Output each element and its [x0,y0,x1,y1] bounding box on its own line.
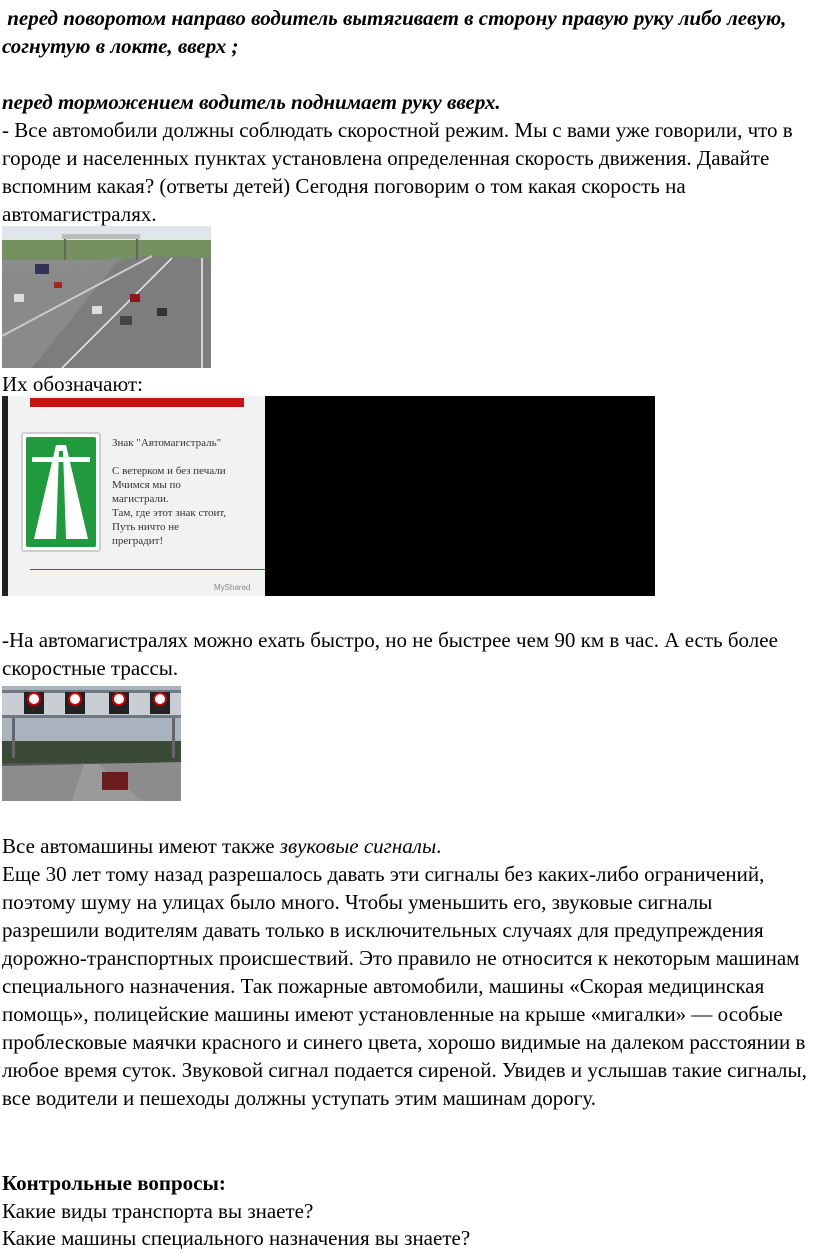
slide-edge [2,396,8,596]
text-span: Все автомашины имеют также [2,834,280,858]
paragraph-braking: перед торможением водитель поднимает руку вверх. [2,90,501,114]
emphasis-sound-signals: звуковые сигналы [279,834,437,858]
highway-illustration [2,686,181,801]
paragraph-text: перед поворотом направо водитель вытягивает в сторону правую руку либо левую, согнутую в локте, вверх ; [2,6,787,58]
black-video-frame [265,396,655,596]
motorway-sign-icon [21,432,101,552]
speed-gantry-photo [2,686,181,801]
question-1: Какие виды транспорта вы знаете? [2,1199,314,1223]
paragraph-motorway-speed: -На автомагистралях можно ехать быстро, но не быстрее чем 90 км в час. А есть более скоростные трассы. [2,628,778,680]
myshared-logo: MyShared [214,583,251,592]
slide-red-bar [30,398,244,407]
paragraph-designation: Их обозначают: [2,372,143,396]
poem-line: С ветерком и без печали [112,465,226,477]
text-span: . [436,834,442,858]
slide-divider [30,569,266,570]
paragraph-turn-right [2,4,808,60]
poem-line: преградит! [112,535,164,547]
poem-line: магистрали. [112,493,169,505]
heading-control-questions: Контрольные вопросы: [2,1171,226,1195]
poem-line: Там, где этот знак стоит, [112,507,227,519]
paragraph-special-vehicles: Еще 30 лет тому назад разрешалось давать эти сигналы без каких-либо ограничений, поэтому шуму на улицах было много. Чтобы уменьшить его, звуковые сигналы разрешили водителям давать только в исключительных случаях для предупреждения дорожно-транспортных происшествий. Это правило не относится к некоторым машинам специального назначения. Так пожарные автомобили, машины «Скорая медицинская помощь», полицейские машины имеют установленные на крыше «мигалки» — особые проблесковые маячки красного и синего цвета, хорошо видимые на далеком расстоянии в любое время суток. Звуковой сигнал подается сиреной. Увидев и услышав такие сигналы, все водители и пешеходы должны уступать этим машинам дорогу. [2,862,807,1110]
highway-photo [2,226,211,368]
highway-illustration [2,226,211,368]
question-2: Какие машины специального назначения вы знаете? [2,1226,471,1250]
highway-sign-slide [2,396,266,596]
paragraph-sound-signals [2,832,808,860]
paragraph-speed: - Все автомобили должны соблюдать скоростной режим. Мы с вами уже говорили, что в городе и населенных пунктах установлена определенная скорость движения. Давайте вспомним какая? (ответы детей) Сегодня поговорим о том какая скорость на автомагистралях. [2,118,793,226]
slide-text [112,436,262,548]
slide-title: Знак "Автомагистраль" [112,437,222,449]
poem-line: Путь ничто не [112,521,180,533]
poem-line: Мчимся мы по [112,479,181,491]
